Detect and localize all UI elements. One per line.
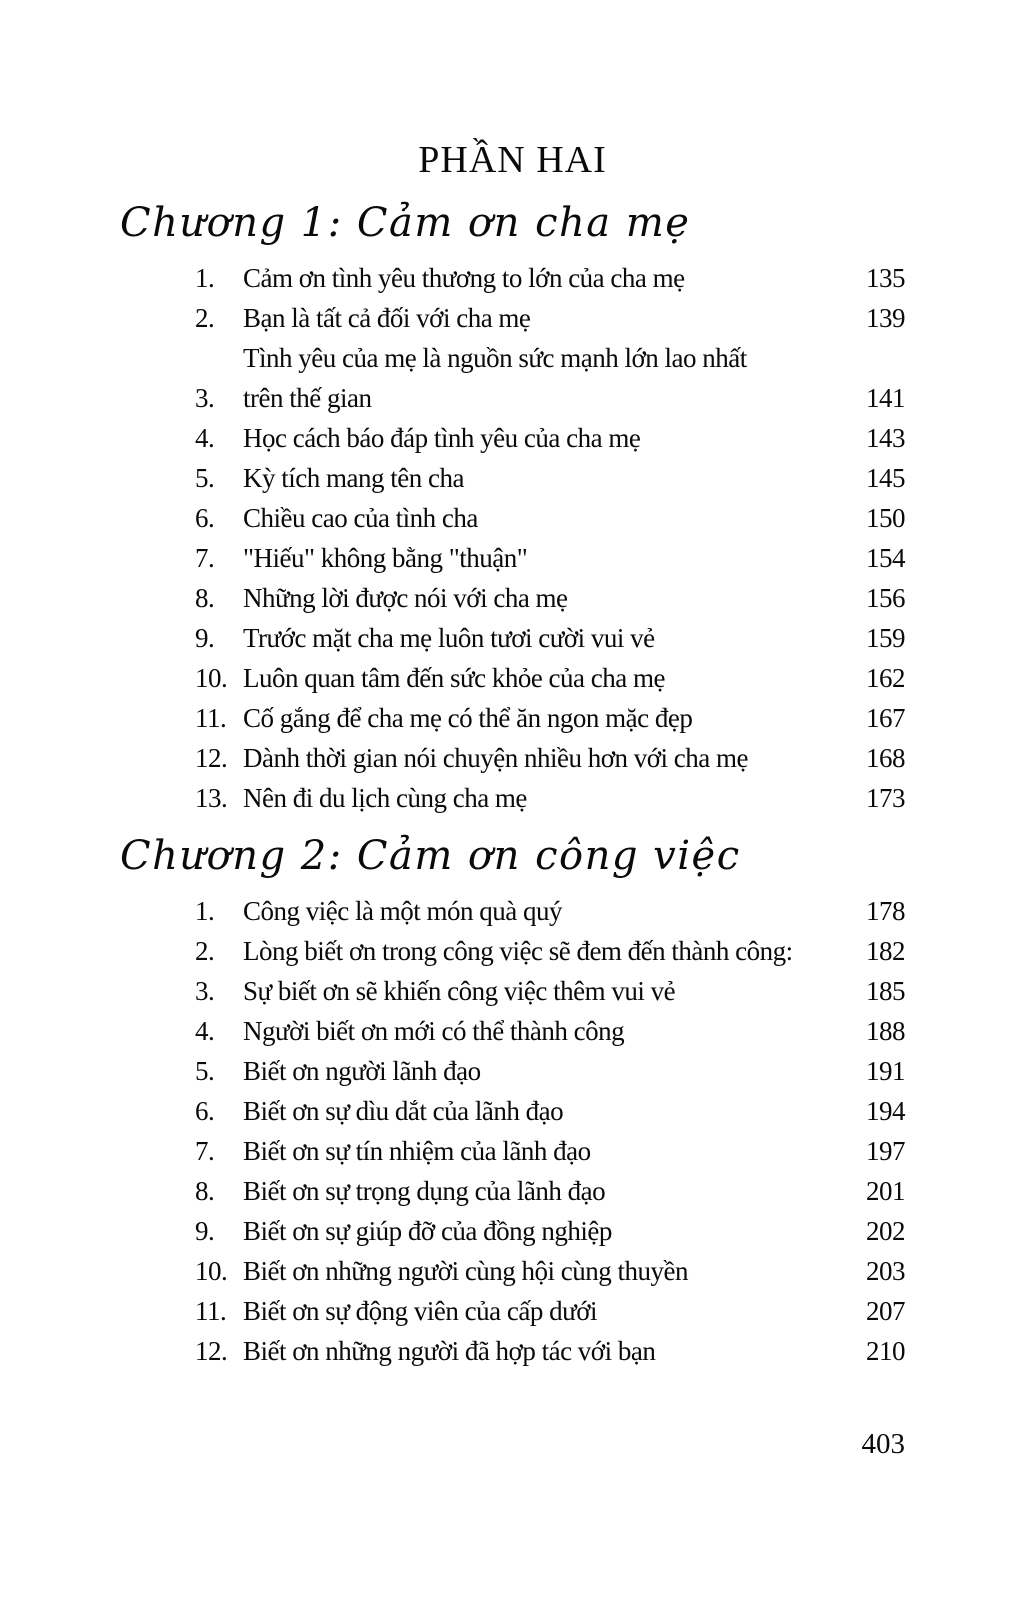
entry-number: 10. — [195, 663, 228, 693]
entry-title — [243, 1091, 858, 1131]
toc-entry — [195, 698, 905, 738]
entry-title — [243, 1291, 858, 1331]
entry-title-line-1: Công việc là một món quà quý — [243, 896, 562, 926]
toc-entry — [195, 258, 905, 298]
entry-title — [243, 1051, 858, 1091]
entry-title — [243, 778, 858, 818]
entry-title-line-1: Lòng biết ơn trong công việc sẽ đem đến thành công: — [243, 936, 793, 966]
entry-title — [243, 1171, 858, 1211]
page-footer — [862, 1424, 906, 1464]
toc-list — [120, 891, 905, 1371]
entry-number: 2. — [195, 936, 215, 966]
entry-title-line-1: Kỳ tích mang tên cha — [243, 463, 464, 493]
entry-title — [243, 891, 858, 931]
entry-number: 11. — [195, 703, 227, 733]
chapter-section — [120, 195, 905, 818]
toc-entry — [195, 338, 905, 418]
entry-page-number: 194 — [866, 1096, 905, 1126]
entry-title-line-1: Biết ơn sự trọng dụng của lãnh đạo — [243, 1176, 606, 1206]
toc-entry — [195, 891, 905, 931]
entry-page-number: 159 — [866, 623, 905, 653]
entry-title-line-1: Biết ơn sự động viên của cấp dưới — [243, 1296, 597, 1326]
entry-number: 4. — [195, 1016, 215, 1046]
entry-page-number: 207 — [866, 1296, 905, 1326]
entry-number: 6. — [195, 503, 215, 533]
entry-page-number: 173 — [866, 783, 905, 813]
entry-number: 9. — [195, 1216, 215, 1246]
entry-page-number: 178 — [866, 896, 905, 926]
entry-title — [243, 538, 858, 578]
entry-page-number: 154 — [866, 543, 905, 573]
folio-page-number: 403 — [861, 1428, 905, 1460]
toc-entry — [195, 738, 905, 778]
entry-number: 13. — [195, 783, 228, 813]
entry-number: 9. — [195, 623, 215, 653]
entry-number: 12. — [195, 1336, 228, 1366]
entry-page-number: 182 — [866, 936, 905, 966]
entry-number: 8. — [195, 583, 215, 613]
entry-number: 4. — [195, 423, 215, 453]
toc-entry — [195, 498, 905, 538]
entry-title — [243, 1211, 858, 1251]
entry-title — [243, 258, 858, 298]
entry-page-number: 185 — [866, 976, 905, 1006]
toc-entry — [195, 538, 905, 578]
entry-number: 12. — [195, 743, 228, 773]
entry-page-number: 197 — [866, 1136, 905, 1166]
toc-entry — [195, 658, 905, 698]
entry-number: 7. — [195, 1136, 215, 1166]
toc-entry — [195, 1251, 905, 1291]
chapter-heading: Chương 2: Cảm ơn công việc — [120, 833, 741, 879]
entry-title — [243, 698, 858, 738]
entry-title-line-1: Biết ơn những người cùng hội cùng thuyền — [243, 1256, 689, 1286]
table-of-contents — [120, 195, 905, 1371]
entry-title — [243, 1131, 858, 1171]
entry-title — [243, 418, 858, 458]
entry-title-line-1: Nên đi du lịch cùng cha mẹ — [243, 783, 527, 813]
entry-title-line-1: "Hiếu" không bằng "thuận" — [243, 543, 528, 573]
entry-title-line-1: Biết ơn sự giúp đỡ của đồng nghiệp — [243, 1216, 612, 1246]
toc-entry — [195, 458, 905, 498]
entry-number: 10. — [195, 1256, 228, 1286]
entry-page-number: 201 — [866, 1176, 905, 1206]
entry-title-line-1: Dành thời gian nói chuyện nhiều hơn với cha mẹ — [243, 743, 748, 773]
chapter-section — [120, 828, 905, 1371]
toc-entry — [195, 1011, 905, 1051]
entry-page-number: 139 — [866, 303, 905, 333]
entry-title-line-1: Chiều cao của tình cha — [243, 503, 478, 533]
entry-title — [243, 458, 858, 498]
entry-page-number: 188 — [866, 1016, 905, 1046]
entry-page-number: 143 — [866, 423, 905, 453]
entry-title — [243, 738, 858, 778]
entry-title-line-1: Những lời được nói với cha mẹ — [243, 583, 568, 613]
entry-number: 3. — [195, 383, 215, 413]
toc-entry — [195, 971, 905, 1011]
entry-title — [243, 1011, 858, 1051]
entry-number: 6. — [195, 1096, 215, 1126]
entry-title — [243, 578, 858, 618]
toc-entry — [195, 1211, 905, 1251]
entry-title-line-1: Biết ơn sự tín nhiệm của lãnh đạo — [243, 1136, 591, 1166]
toc-list — [120, 258, 905, 818]
entry-page-number: 141 — [866, 383, 905, 413]
toc-entry — [195, 1131, 905, 1171]
entry-title — [243, 1331, 858, 1371]
part-title: PHẦN HAI — [418, 139, 607, 181]
entry-number: 5. — [195, 1056, 215, 1086]
entry-title — [243, 971, 858, 1011]
entry-page-number: 168 — [866, 743, 905, 773]
entry-page-number: 145 — [866, 463, 905, 493]
entry-title-line-1: Luôn quan tâm đến sức khỏe của cha mẹ — [243, 663, 665, 693]
entry-page-number: 202 — [866, 1216, 905, 1246]
entry-title-line-1: Bạn là tất cả đối với cha mẹ — [243, 303, 531, 333]
toc-entry — [195, 1331, 905, 1371]
entry-number: 3. — [195, 976, 215, 1006]
entry-title-line-1: Sự biết ơn sẽ khiến công việc thêm vui vẻ — [243, 976, 676, 1006]
entry-page-number: 167 — [866, 703, 905, 733]
toc-entry — [195, 418, 905, 458]
entry-page-number: 135 — [866, 263, 905, 293]
toc-entry — [195, 1171, 905, 1211]
entry-title — [243, 338, 858, 418]
entry-title — [243, 658, 858, 698]
entry-title — [243, 498, 858, 538]
chapter-heading: Chương 1: Cảm ơn cha mẹ — [120, 200, 691, 246]
entry-title-line-1: Biết ơn những người đã hợp tác với bạn — [243, 1336, 656, 1366]
entry-title — [243, 618, 858, 658]
entry-title-line-1: Biết ơn người lãnh đạo — [243, 1056, 481, 1086]
entry-number: 1. — [195, 263, 215, 293]
toc-entry — [195, 578, 905, 618]
entry-number: 8. — [195, 1176, 215, 1206]
toc-entry — [195, 1051, 905, 1091]
entry-page-number: 191 — [866, 1056, 905, 1086]
entry-title-line-1: Trước mặt cha mẹ luôn tươi cười vui vẻ — [243, 623, 655, 653]
entry-page-number: 210 — [866, 1336, 905, 1366]
entry-number: 1. — [195, 896, 215, 926]
entry-title-line-1: Cảm ơn tình yêu thương to lớn của cha mẹ — [243, 263, 685, 293]
entry-title — [243, 1251, 858, 1291]
entry-title — [243, 298, 858, 338]
toc-entry — [195, 1091, 905, 1131]
entry-title-line-1: Biết ơn sự dìu dắt của lãnh đạo — [243, 1096, 564, 1126]
entry-title-line-2: trên thế gian — [243, 383, 372, 413]
entry-number: 11. — [195, 1296, 227, 1326]
entry-page-number: 150 — [866, 503, 905, 533]
entry-title-line-1: Tình yêu của mẹ là nguồn sức mạnh lớn lao nhất — [243, 343, 747, 373]
entry-title-line-1: Học cách báo đáp tình yêu của cha mẹ — [243, 423, 641, 453]
entry-page-number: 162 — [866, 663, 905, 693]
entry-number: 2. — [195, 303, 215, 333]
entry-title — [243, 931, 858, 971]
toc-entry — [195, 618, 905, 658]
toc-entry — [195, 1291, 905, 1331]
entry-title-line-1: Người biết ơn mới có thể thành công — [243, 1016, 625, 1046]
entry-number: 7. — [195, 543, 215, 573]
entry-page-number: 156 — [866, 583, 905, 613]
entry-page-number: 203 — [866, 1256, 905, 1286]
entry-number: 5. — [195, 463, 215, 493]
toc-entry — [195, 298, 905, 338]
entry-title-line-1: Cố gắng để cha mẹ có thể ăn ngon mặc đẹp — [243, 703, 693, 733]
toc-entry — [195, 931, 905, 971]
toc-entry — [195, 778, 905, 818]
